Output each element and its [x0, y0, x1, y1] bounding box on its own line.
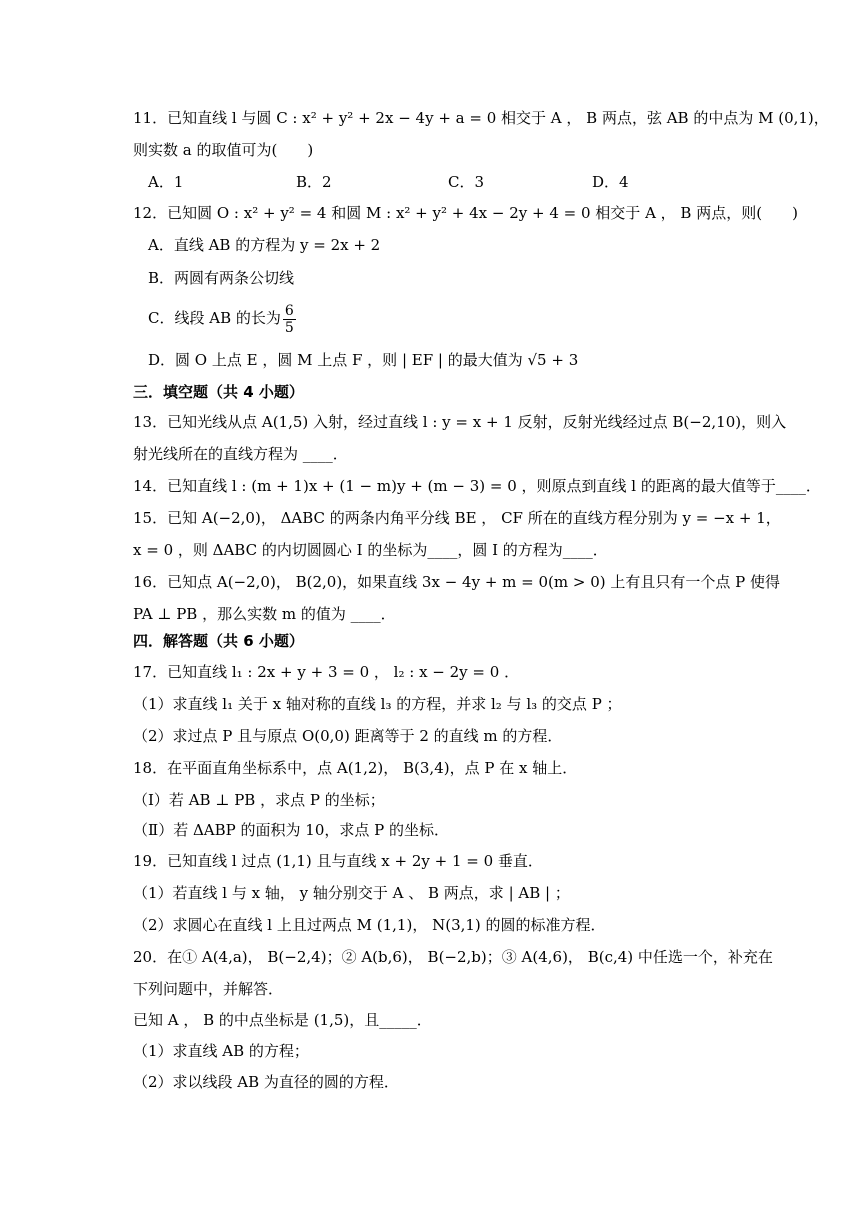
- q18-line1: 18．在平面直角坐标系中，点 A(1,2)， B(3,4)，点 P 在 x 轴上．: [133, 759, 578, 777]
- q12-option-d: D．圆 O 上点 E ，圆 M 上点 F ，则 | EF | 的最大值为 √5 + 3: [148, 351, 579, 369]
- q11-options: [148, 171, 688, 191]
- q19-line2: （1）若直线 l 与 x 轴， y 轴分别交于 A 、 B 两点，求 | AB | ；: [133, 884, 570, 902]
- q17-line3: （2）求过点 P 且与原点 O(0,0) 距离等于 2 的直线 m 的方程．: [133, 727, 563, 745]
- q13-line1: 13．已知光线从点 A(1,5) 入射，经过直线 l : y = x + 1 反射，反射光线经过点 B(−2,10)，则入: [133, 413, 787, 431]
- q16-line2: PA ⊥ PB ，那么实数 m 的值为 ____．: [133, 605, 396, 623]
- section-fill-in-title: 三．填空题（共 4 小题）: [133, 383, 304, 401]
- fraction-denominator: 5: [284, 319, 294, 336]
- q18-line3: （Ⅱ）若 ΔABP 的面积为 10，求点 P 的坐标．: [133, 821, 449, 839]
- q11-line2: 则实数 a 的取值可为( ): [133, 141, 314, 159]
- fraction-numerator: 6: [284, 302, 294, 319]
- fraction: [283, 303, 296, 336]
- q13-line2: 射光线所在的直线方程为 ____．: [133, 445, 348, 463]
- q15-line2: x = 0 ，则 ΔABC 的内切圆圆心 I 的坐标为____，圆 I 的方程为____．: [133, 541, 608, 559]
- q14-line1: 14．已知直线 l : (m + 1)x + (1 − m)y + (m − 3) = 0 ，则原点到直线 l 的距离的最大值等于____．: [133, 477, 821, 495]
- q19-line3: （2）求圆心在直线 l 上且过两点 M (1,1)， N(3,1) 的圆的标准方程．: [133, 916, 606, 934]
- q12-line1: 12．已知圆 O : x² + y² = 4 和圆 M : x² + y² + 4x − 2y + 4 = 0 相交于 A ， B 两点，则( ): [133, 204, 798, 222]
- q15-line1: 15．已知 A(−2,0)， ΔABC 的两条内角平分线 BE ， CF 所在的直线方程分别为 y = −x + 1，: [133, 509, 781, 527]
- q11-option-d: D．4: [592, 173, 629, 191]
- q20-line3: 已知 A ， B 的中点坐标是 (1,5)，且_____．: [133, 1011, 432, 1029]
- q11-option-c: C．3: [448, 173, 485, 191]
- q11-option-b: B．2: [296, 173, 332, 191]
- q11-line1: 11．已知直线 l 与圆 C : x² + y² + 2x − 4y + a = 0 相交于 A ， B 两点，弦 AB 的中点为 M (0,1)，: [133, 109, 829, 127]
- q12-option-a: A．直线 AB 的方程为 y = 2x + 2: [148, 236, 381, 254]
- q11-option-a: A．1: [148, 173, 184, 191]
- q18-line2: （Ⅰ）若 AB ⊥ PB ，求点 P 的坐标；: [133, 791, 385, 809]
- q12-option-c-text: C．线段 AB 的长为: [148, 309, 281, 327]
- q19-line1: 19．已知直线 l 过点 (1,1) 且与直线 x + 2y + 1 = 0 垂直．: [133, 852, 543, 870]
- q17-line2: （1）求直线 l₁ 关于 x 轴对称的直线 l₃ 的方程，并求 l₂ 与 l₃ 的交点 P ；: [133, 695, 622, 713]
- q20-line5: （2）求以线段 AB 为直径的圆的方程．: [133, 1073, 399, 1091]
- q17-line1: 17．已知直线 l₁ : 2x + y + 3 = 0 ， l₂ : x − 2y = 0 ．: [133, 663, 520, 681]
- section-answer-title: 四．解答题（共 6 小题）: [133, 632, 304, 650]
- q12-option-c: [148, 300, 298, 336]
- q20-line4: （1）求直线 AB 的方程；: [133, 1042, 309, 1060]
- q20-line2: 下列问题中，并解答．: [133, 980, 284, 998]
- q12-option-b: B．两圆有两条公切线: [148, 269, 295, 287]
- q20-line1: 20．在① A(4,a)， B(−2,4)；② A(b,6)， B(−2,b)；③ A(4,6)， B(c,4) 中任选一个，补充在: [133, 948, 773, 966]
- q16-line1: 16．已知点 A(−2,0)， B(2,0)，如果直线 3x − 4y + m = 0(m > 0) 上有且只有一个点 P 使得: [133, 573, 781, 591]
